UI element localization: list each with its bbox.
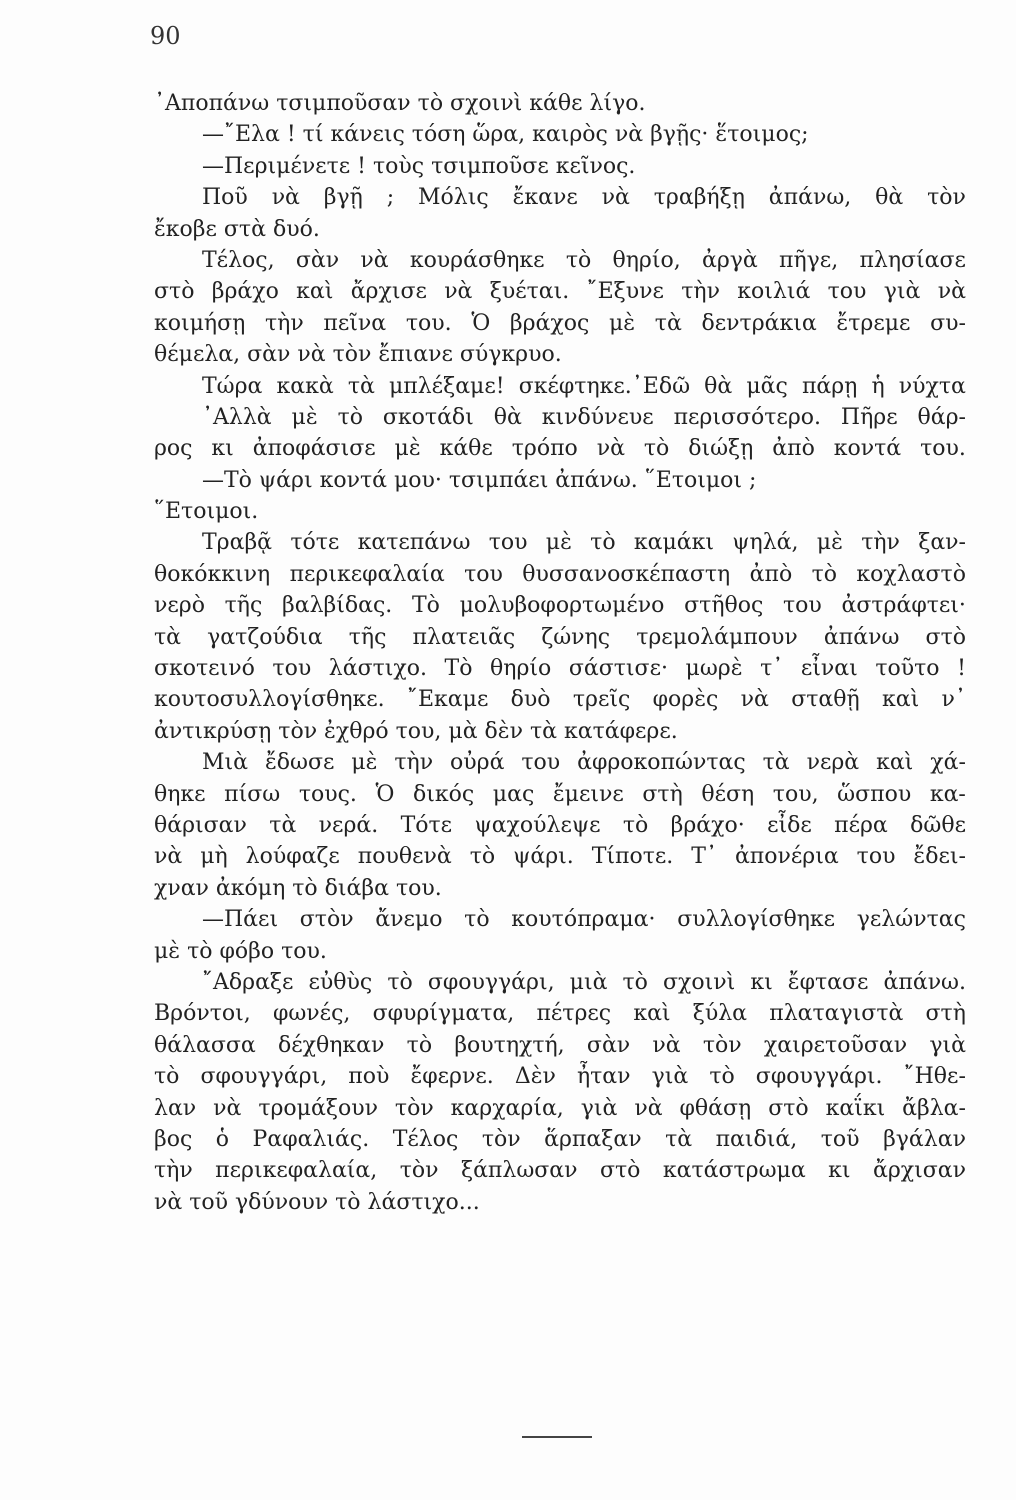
word: καὶ (876, 750, 914, 776)
word: διώξῃ (688, 436, 754, 462)
word: νὰ (360, 247, 389, 273)
word: τὰ (762, 750, 790, 776)
word: νύχτα (898, 373, 966, 399)
text-line (154, 841, 966, 872)
word: νερὸ (154, 593, 205, 619)
word: τὴν (861, 530, 900, 556)
word: ἔδωσε (264, 750, 335, 776)
word: τὸ (643, 436, 670, 462)
word: γιὰ (651, 1064, 689, 1090)
word: τοῦτο (875, 656, 940, 682)
word: σὰν (586, 1032, 631, 1058)
word: ἔμεινε (552, 781, 624, 807)
text-line: —Περιμένετε ! τοὺς τσιμποῦσε κεῖνος. (202, 153, 636, 179)
word: μὲ (609, 310, 636, 336)
word: ἀπὸ (749, 561, 793, 587)
word: δυὸ (510, 687, 551, 713)
word: Τέλος (392, 1126, 459, 1152)
word: βγάλαν (883, 1126, 966, 1152)
word: κουράσθηκε (409, 247, 545, 273)
word: κατεπάνω (357, 530, 471, 556)
word: γιὰ (580, 1095, 618, 1121)
word: κοντά (833, 436, 902, 462)
word: δικός (413, 781, 475, 807)
word: κακὰ (276, 373, 334, 399)
word: σκοτεινό (154, 656, 255, 682)
word: σταθῇ (791, 687, 860, 713)
word: ἀπάνω (823, 624, 900, 650)
word: φωνές, (272, 1001, 351, 1027)
text-line (154, 1124, 966, 1155)
word: ψάρι. (513, 844, 574, 870)
word: μᾶς (746, 373, 788, 399)
word: νὰ (271, 185, 300, 211)
word: ἀπάνω, (768, 185, 852, 211)
text-line (154, 1061, 966, 1092)
word: ζώνης (541, 624, 611, 650)
word: χαιρετοῦσαν (763, 1032, 908, 1058)
word: ἄβλα- (902, 1095, 966, 1121)
word: ἔδει- (913, 844, 966, 870)
word: ἅρπαξαν (544, 1126, 642, 1152)
word: Ὁ (375, 781, 395, 807)
word: ὁ (215, 1126, 230, 1152)
word: λάστιχο. (328, 656, 427, 682)
word: μὲ (394, 436, 421, 462)
text-line (154, 527, 966, 558)
word: πέτρες (536, 1001, 612, 1027)
word: πέρα (834, 812, 888, 838)
word: ἀφροκοπώντας (577, 750, 746, 776)
word: περικεφαλαία, (215, 1158, 378, 1184)
word: τὸν (481, 1126, 521, 1152)
text-line (154, 1093, 966, 1124)
word: κοιλιά (737, 279, 811, 305)
word: θέση (701, 781, 755, 807)
word: ξυέται. (489, 279, 570, 305)
text-line: ἀντικρύσῃ τὸν ἐχθρό του, μὰ δὲν τὰ κατάφερε. (154, 718, 678, 744)
word: καΐκι (825, 1095, 886, 1121)
word: ῎Ηθε- (903, 1064, 966, 1090)
text-line: μὲ τὸ φόβο του. (154, 938, 327, 964)
word: περικεφαλαία (289, 561, 445, 587)
word: νὰ (601, 185, 630, 211)
word: σὰν (295, 247, 340, 273)
word: φθάσῃ (679, 1095, 752, 1121)
text-line (154, 1030, 966, 1061)
word: λαν (154, 1095, 197, 1121)
word: νερὰ (806, 750, 860, 776)
word: μὴ (200, 844, 228, 870)
word: καρχαρία, (450, 1095, 564, 1121)
text-line: —Τὸ ψάρι κοντά μου· τσιμπάει ἀπάνω. ῞Ετοιμοι ; (202, 467, 757, 493)
word: λούφαζε (245, 844, 340, 870)
word: του (488, 530, 528, 556)
word: στὸ (599, 1158, 641, 1184)
word: Τὸ (411, 593, 440, 619)
word: του. (405, 310, 452, 336)
word: ἡ (871, 373, 885, 399)
word: τὰ (347, 373, 375, 399)
word: Τραβᾷ (202, 530, 273, 556)
word: Τίποτε. (591, 844, 674, 870)
word: τὸν (702, 1032, 742, 1058)
word: τὰ (269, 812, 297, 838)
word: τὸ (387, 969, 413, 995)
word: βουτηχτή, (454, 1032, 565, 1058)
word: τὸ (154, 1064, 180, 1090)
word: κατάστρωμα (662, 1158, 806, 1184)
word: ν᾿ (941, 687, 966, 713)
word: ξάπλωσαν (460, 1158, 578, 1184)
word: τότε (290, 530, 340, 556)
word: κουτόπραμα· (511, 907, 656, 933)
end-rule (522, 1436, 592, 1438)
word: ! (957, 656, 966, 682)
text-line (154, 967, 966, 998)
word: θάρ- (917, 404, 966, 430)
word: τὸ (464, 907, 490, 933)
word: ᾿Αλλὰ (202, 404, 272, 430)
word: σφουγγάρι, (200, 1064, 328, 1090)
word: γελώντας (856, 907, 966, 933)
word: τρεῖς (572, 687, 631, 713)
word: βράχος (509, 310, 590, 336)
word: κι (828, 1158, 851, 1184)
word: ἀποφάσισε (252, 436, 376, 462)
word: χά- (930, 750, 966, 776)
word: Μόλις (418, 185, 489, 211)
word: Ραφαλιάς. (252, 1126, 370, 1152)
word: τὴν (394, 750, 434, 776)
word: δέχθηκαν (278, 1032, 385, 1058)
word: σκοτάδι (382, 404, 474, 430)
word: τὴν (265, 310, 304, 336)
word: σφουγγάρι, (427, 969, 555, 995)
word: τους. (298, 781, 357, 807)
word: μὲ (816, 530, 843, 556)
word: κοχλαστὸ (856, 561, 966, 587)
word: ἄνεμο (375, 907, 443, 933)
text-line (154, 1155, 966, 1186)
word: Πῆρε (840, 404, 898, 430)
word: του (272, 656, 312, 682)
word: πίσω (224, 781, 281, 807)
word: γιὰ (883, 279, 921, 305)
word: ὥσπου (837, 781, 912, 807)
word: ῎Αδραξε (202, 969, 294, 995)
word: στὸ (925, 624, 966, 650)
word: φορὲς (652, 687, 719, 713)
word: νὰ (937, 279, 966, 305)
text-line (154, 590, 966, 621)
word: τρόπο (511, 436, 578, 462)
word: ; (386, 185, 395, 211)
body-text (154, 88, 966, 1218)
word: Ὁ (471, 310, 491, 336)
word: μὲ (545, 530, 572, 556)
word: βος (154, 1126, 193, 1152)
word: καὶ (882, 687, 920, 713)
word: πλαταγιστὰ (769, 1001, 904, 1027)
word: θὰ (704, 373, 733, 399)
word: κι (750, 969, 773, 995)
word: θὰ (493, 404, 522, 430)
word: θηρίο (490, 656, 552, 682)
text-line (154, 810, 966, 841)
word: κουτοσυλλογίσθηκε. (154, 687, 385, 713)
text-line (154, 622, 966, 653)
word: του (856, 844, 896, 870)
word: Τότε (400, 812, 453, 838)
word: νερά. (318, 812, 379, 838)
word: ἔφτασε (787, 969, 869, 995)
text-line (154, 684, 966, 715)
word: δῶθε (910, 812, 966, 838)
word: ξαν- (918, 530, 966, 556)
word: μας (492, 781, 535, 807)
word: νὰ (213, 1095, 242, 1121)
word: κα- (929, 781, 966, 807)
word: ῎Εκαμε (406, 687, 489, 713)
text-line (154, 276, 966, 307)
word: βγῇ (323, 185, 363, 211)
word: κι (211, 436, 234, 462)
word: ποὺ (348, 1064, 390, 1090)
word: του (521, 750, 561, 776)
word: κοιμήσῃ (154, 310, 246, 336)
word: τὸ (406, 1032, 433, 1058)
text-line (154, 653, 966, 684)
text-line (154, 245, 966, 276)
word: ἔτρεμε (836, 310, 911, 336)
word: κάθε (439, 436, 493, 462)
word: βράχο· (670, 812, 745, 838)
text-line (154, 308, 966, 339)
text-line: ῞Ετοιμοι. (154, 499, 259, 525)
word: βαλβίδας. (282, 593, 393, 619)
text-line: θέμελα, σὰν νὰ τὸν ἔπιανε σύγκρυο. (154, 342, 562, 368)
word: τὸ (622, 812, 649, 838)
word: νὰ (596, 436, 625, 462)
word: μωρὲ (685, 656, 743, 682)
word: ψαχούλεψε (474, 812, 601, 838)
text-line (154, 433, 966, 464)
word: τὸν (394, 1095, 434, 1121)
word: τὴν (154, 1158, 193, 1184)
word: τ᾿ (760, 656, 784, 682)
word: σχοινὶ (663, 969, 736, 995)
word: ἀπὸ (772, 436, 815, 462)
word: Ποῦ (202, 185, 248, 211)
word: τὸν (927, 185, 966, 211)
word: εὐθὺς (308, 969, 373, 995)
word: σκέφτηκε.᾿Εδῶ (518, 373, 691, 399)
text-line (154, 998, 966, 1029)
word: τῆς (224, 593, 263, 619)
word: βράχο (211, 279, 279, 305)
word: νὰ (444, 279, 473, 305)
word: εἶδε (767, 812, 812, 838)
word: μιὰ (569, 969, 608, 995)
text-line: ᾿Αποπάνω τσιμποῦσαν τὸ σχοινὶ κάθε λίγο. (154, 91, 646, 116)
word: Τὸ (444, 656, 473, 682)
word: σφυρίγματα, (372, 1001, 515, 1027)
text-line (154, 904, 966, 935)
word: συλλογίσθηκε (677, 907, 836, 933)
word: τραβήξῃ (653, 185, 745, 211)
text-line (154, 559, 966, 590)
word: εἶναι (800, 656, 858, 682)
word: τὸ (337, 404, 363, 430)
word: ρος (154, 436, 193, 462)
word: ἀπονέρια (734, 844, 839, 870)
word: στὸ (768, 1095, 809, 1121)
word: ἔκανε (512, 185, 578, 211)
word: ἀστράφτει· (841, 593, 966, 619)
word: περισσότερο. (673, 404, 821, 430)
word: μπλέξαμε! (388, 373, 505, 399)
word: θοκόκκινη (154, 561, 271, 587)
word: ἀπάνω. (883, 969, 966, 995)
text-line: ἔκοβε στὰ δυό. (154, 216, 320, 242)
word: μὲ (291, 404, 318, 430)
word: τὴν (681, 279, 720, 305)
text-line (154, 779, 966, 810)
word: τὸ (709, 1064, 735, 1090)
word: οὐρά (450, 750, 505, 776)
word: τὸ (469, 844, 496, 870)
word: θάλασσα (154, 1032, 256, 1058)
word: στὸ (154, 279, 195, 305)
word: νὰ (154, 844, 183, 870)
word: τὰ (665, 1126, 693, 1152)
page-number: 90 (150, 22, 181, 50)
text-line: —῎Ελα ! τί κάνεις τόση ὥρα, καιρὸς νὰ βγῇς· ἕτοιμος; (202, 122, 809, 148)
word: καμάκι (633, 530, 714, 556)
word: τὰ (154, 624, 182, 650)
word: παιδιά, (715, 1126, 798, 1152)
word: σάστισε· (568, 656, 668, 682)
word: του, (772, 781, 819, 807)
word: τὸ (811, 561, 837, 587)
word: μολυβοφορτωμένο (459, 593, 665, 619)
word: ἄρχισαν (872, 1158, 966, 1184)
word: —Πάει (202, 907, 279, 933)
word: τὰ (654, 310, 682, 336)
word: πάρῃ (801, 373, 858, 399)
word: γιὰ (929, 1032, 966, 1058)
word: Τ᾿ (691, 844, 717, 870)
word: τοῦ (820, 1126, 860, 1152)
word: τρεμολάμπουν (636, 624, 798, 650)
text-line: νὰ τοῦ γδύνουν τὸ λάστιχο... (154, 1189, 480, 1215)
word: στὴ (642, 781, 683, 807)
word: πλησίασε (859, 247, 966, 273)
word: ἦταν (576, 1064, 631, 1090)
word: τὸ (565, 247, 592, 273)
word: συ- (930, 310, 966, 336)
word: νὰ (652, 1032, 681, 1058)
word: καὶ (296, 279, 334, 305)
word: θὰ (875, 185, 904, 211)
word: στὸν (299, 907, 354, 933)
word: τρομάξουν (258, 1095, 378, 1121)
word: του (783, 593, 822, 619)
word: του (827, 279, 867, 305)
word: θάρισαν (154, 812, 247, 838)
word: πῆγε, (779, 247, 839, 273)
word: θηκε (154, 781, 206, 807)
word: ἄρχισε (350, 279, 427, 305)
word: Βρόντοι, (154, 1001, 251, 1027)
word: Δὲν (514, 1064, 556, 1090)
word: ἀργὰ (701, 247, 758, 273)
word: μὲ (351, 750, 378, 776)
word: στῆθος (684, 593, 764, 619)
word: ἔφερνε. (410, 1064, 494, 1090)
word: του (464, 561, 503, 587)
text-line: χναν ἀκόμη τὸ διάβα του. (154, 875, 442, 901)
word: ῎Εξυνε (586, 279, 664, 305)
word: Τέλος, (202, 247, 275, 273)
word: τὸ (622, 969, 648, 995)
word: δεντράκια (701, 310, 817, 336)
word: πεῖνα (323, 310, 387, 336)
word: τὸν (399, 1158, 439, 1184)
word: ψηλά, (732, 530, 799, 556)
word: νὰ (740, 687, 769, 713)
word: ξύλα (692, 1001, 748, 1027)
text-line (154, 182, 966, 213)
word: νὰ (634, 1095, 663, 1121)
word: στὴ (925, 1001, 966, 1027)
word: σφουγγάρι. (755, 1064, 883, 1090)
word: τῆς (348, 624, 387, 650)
text-line (154, 747, 966, 778)
word: καὶ (633, 1001, 671, 1027)
word: γατζούδια (207, 624, 323, 650)
word: του. (920, 436, 966, 462)
word: πουθενὰ (357, 844, 452, 870)
word: θυσσανοσκέπαστη (522, 561, 731, 587)
word: Τώρα (202, 373, 263, 399)
text-line (154, 371, 966, 402)
word: πλατειᾶς (412, 624, 516, 650)
word: Μιὰ (202, 750, 249, 776)
word: θηρίο, (612, 247, 681, 273)
word: κινδύνευε (541, 404, 654, 430)
text-line (154, 402, 966, 433)
word: τὸ (590, 530, 616, 556)
